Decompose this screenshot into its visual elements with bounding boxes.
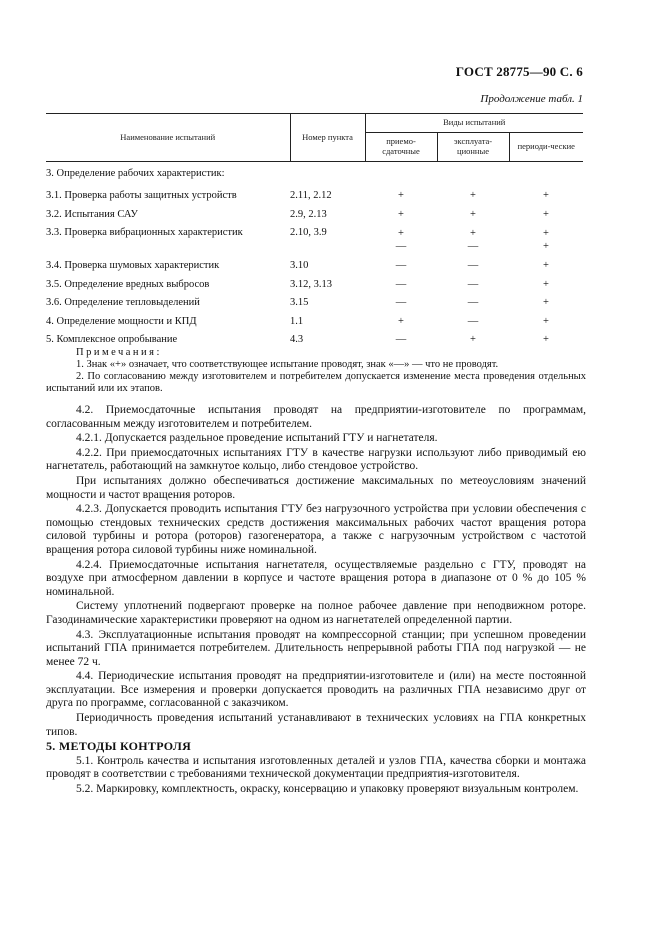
table-row bbox=[46, 260, 583, 279]
row-periodic-mark-1: + bbox=[543, 228, 549, 239]
paragraph-seal-system: Систему уплотнений подвергают проверке на полное рабочее давление при неподвижном роторе. Газодинамические характеристики проверяют на одном из нагнетателей определенной партии. bbox=[46, 600, 586, 626]
row-acceptance: — bbox=[395, 260, 407, 271]
row-operational: — bbox=[467, 260, 479, 271]
row-number: 4.3 bbox=[290, 334, 304, 345]
row-acceptance: — bbox=[395, 297, 407, 308]
row-name: 3.4. Проверка шумовых характеристик bbox=[46, 260, 220, 271]
row-acceptance: + bbox=[398, 315, 404, 327]
row-operational: — bbox=[467, 315, 479, 327]
header-item-number: Номер пункта bbox=[290, 114, 365, 162]
table-row bbox=[46, 297, 583, 316]
row-operational: — bbox=[467, 278, 479, 290]
row-name: 3.5. Определение вредных выбросов bbox=[46, 278, 210, 290]
row-periodic: + bbox=[543, 208, 549, 220]
table-row bbox=[46, 209, 583, 228]
row-periodic: + bbox=[543, 315, 549, 327]
table-continuation-label: Продолжение табл. 1 bbox=[480, 93, 583, 105]
table-notes bbox=[46, 347, 586, 395]
row-operational: + bbox=[470, 208, 476, 220]
header-acceptance: приемо-сдаточные bbox=[365, 133, 437, 162]
section-5-heading: 5. МЕТОДЫ КОНТРОЛЯ bbox=[46, 739, 192, 754]
row-name: 4. Определение мощности и КПД bbox=[46, 315, 197, 327]
row-acceptance: — bbox=[395, 278, 407, 290]
row-operational-mark-1: + bbox=[470, 228, 476, 239]
row-name: 3.1. Проверка работы защитных устройств bbox=[46, 190, 237, 201]
row-acceptance: — bbox=[395, 334, 407, 345]
paragraph-4-2-3: 4.2.3. Допускается проводить испытания ГТУ без нагрузочного устройства при условии обеспечения с помощью стендовых технических средств достижения максимальных рабочих частот вращения ротора силовой турбины и ротора (роторов) газогенератора, а также с нагрузочным устройством с частотой вращения ротора силовой турбины ниже номинальной. bbox=[46, 503, 586, 556]
paragraph-max-power: При испытаниях должно обеспечиваться достижение максимальных по метеоусловиям значений мощности и частот вращения роторов. bbox=[46, 474, 586, 501]
row-periodic: + bbox=[543, 260, 549, 271]
row-periodic: + bbox=[543, 190, 549, 201]
row-name: 5. Комплексное опробывание bbox=[46, 334, 178, 345]
row-number: 3.10 bbox=[290, 260, 309, 271]
table-row bbox=[46, 190, 583, 209]
paragraph-4-2-1: 4.2.1. Допускается раздельное проведение испытаний ГТУ и нагнетателя. bbox=[76, 432, 438, 445]
document-reference: ГОСТ 28775—90 С. 6 bbox=[455, 64, 583, 79]
row-acceptance: + bbox=[398, 190, 404, 201]
row-operational bbox=[437, 227, 509, 260]
paragraph-5-2: 5.2. Маркировку, комплектность, окраску, консервацию и упаковку проверяют визуальным контролем. bbox=[76, 783, 579, 796]
row-operational: + bbox=[470, 334, 476, 345]
row-periodic bbox=[509, 227, 583, 260]
row-number: 3.12, 3.13 bbox=[290, 278, 332, 290]
row-name: 3.2. Испытания САУ bbox=[46, 208, 138, 220]
note-2: 2. По согласованию между изготовителем и потребителем допускается изменение места проведения отдельных испытаний или их этапов. bbox=[46, 371, 586, 394]
row-number: 2.11, 2.12 bbox=[290, 190, 332, 201]
document-body bbox=[46, 404, 586, 798]
row-number: 2.10, 3.9 bbox=[290, 227, 327, 238]
table-row bbox=[46, 316, 583, 335]
row-operational: + bbox=[470, 190, 476, 201]
paragraph-4-4: 4.4. Периодические испытания проводят на предприятии-изготовителе и (или) на месте постоянной эксплуатации. Все измерения и проверки допускается проводить на различных ГПА независимо друг от друга по программе, согласованной с заказчиком. bbox=[46, 670, 586, 710]
row-acceptance: + bbox=[398, 208, 404, 220]
row-periodic-mark-2: + bbox=[543, 241, 549, 252]
row-name: 3.3. Проверка вибрационных характеристик bbox=[46, 227, 243, 238]
row-periodic: + bbox=[543, 278, 549, 290]
table-row bbox=[46, 279, 583, 298]
row-acceptance-mark-1: + bbox=[398, 228, 404, 239]
notes-title: Примечания: bbox=[76, 347, 162, 358]
header-test-name: Наименование испытаний bbox=[46, 114, 290, 162]
header-operational: эксплуата-ционные bbox=[437, 133, 509, 162]
paragraph-4-2: 4.2. Приемосдаточные испытания проводят на предприятии-изготовителе по программам, согласованным между изготовителем и потребителем. bbox=[46, 404, 586, 430]
tests-table bbox=[46, 113, 583, 353]
row-operational-mark-2: — bbox=[467, 241, 479, 252]
header-periodic: периоди-ческие bbox=[509, 133, 583, 162]
row-periodic: + bbox=[543, 297, 549, 308]
table-section-title: 3. Определение рабочих характеристик: bbox=[46, 168, 225, 179]
row-number: 1.1 bbox=[290, 315, 304, 327]
row-name: 3.6. Определение тепловыделений bbox=[46, 297, 200, 308]
row-acceptance-mark-2: — bbox=[395, 241, 407, 252]
row-periodic: + bbox=[543, 334, 549, 345]
paragraph-4-3: 4.3. Эксплуатационные испытания проводят на компрессорной станции; при успешном проведении испытаний ГПА принимается потребителем. Длительность непрерывной работы ГПА под нагрузкой — не менее 72 ч. bbox=[46, 628, 586, 668]
header-test-kinds: Виды испытаний bbox=[365, 114, 583, 133]
paragraph-periodicity: Периодичность проведения испытаний устанавливают в технических условиях на ГПА конкретных типов. bbox=[46, 712, 586, 738]
row-operational: — bbox=[467, 297, 479, 308]
paragraph-5-1: 5.1. Контроль качества и испытания изготовленных деталей и узлов ГПА, качества сборки и монтажа проводят в соответствии с требованиями технической документации предприятия-изготовителя. bbox=[46, 754, 586, 781]
row-number: 3.15 bbox=[290, 297, 309, 308]
table-row bbox=[46, 227, 583, 260]
paragraph-4-2-2: 4.2.2. При приемосдаточных испытаниях ГТУ в качестве нагрузки используют либо приводимый ею нагнетатель, работающий на замкнутое кольцо, либо стендовое устройство. bbox=[46, 446, 586, 473]
row-acceptance bbox=[365, 227, 437, 260]
paragraph-4-2-4: 4.2.4. Приемосдаточные испытания нагнетателя, осуществляемые раздельно с ГТУ, проводят на воздухе при атмосферном давлении в корпусе и частоте вращения ротора в диапазоне от 0 % до 105 % номинальной. bbox=[46, 558, 586, 598]
row-number: 2.9, 2.13 bbox=[290, 208, 327, 220]
note-1: 1. Знак «+» означает, что соответствующее испытание проводят, знак «—» — что не проводят. bbox=[76, 359, 499, 370]
